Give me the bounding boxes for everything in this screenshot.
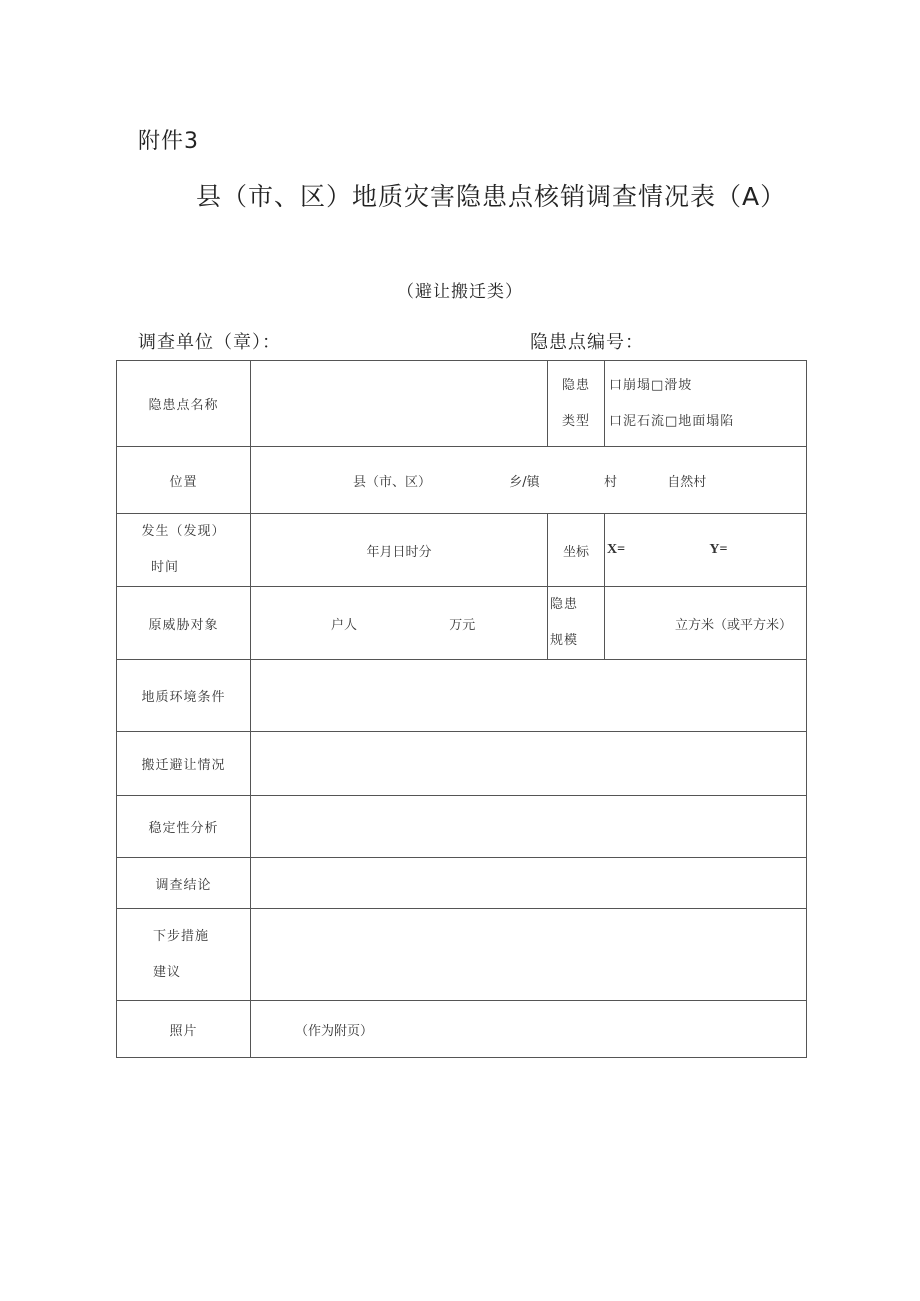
type-label-2: 类型	[561, 413, 590, 429]
row-photo	[117, 1001, 807, 1058]
row-relocation	[117, 732, 807, 796]
location-village: 村	[603, 474, 617, 490]
time-label-2: 时间	[151, 560, 180, 575]
conclusion-label: 调查结论	[117, 858, 251, 909]
row-stability	[117, 796, 807, 858]
time-label-cell	[117, 514, 251, 587]
row-time	[117, 514, 807, 587]
next-value-cell[interactable]	[251, 909, 807, 1001]
threat-label: 原威胁对象	[117, 587, 251, 660]
row-location	[117, 447, 807, 514]
type-options-2[interactable]: 口泥石流□地面塌陷	[609, 413, 735, 429]
relocation-value-cell[interactable]	[251, 732, 807, 796]
threat-value-cell[interactable]	[251, 587, 548, 660]
relocation-label: 搬迁避让情况	[117, 732, 251, 796]
attachment-label: 附件3	[138, 129, 199, 154]
scale-label-2: 规模	[550, 633, 579, 648]
stability-value-cell[interactable]	[251, 796, 807, 858]
next-label-cell	[117, 909, 251, 1001]
row-geo	[117, 660, 807, 732]
threat-households: 户人	[331, 617, 358, 633]
name-value-cell[interactable]	[251, 361, 548, 447]
form-subtitle: （避让搬迁类）	[397, 282, 523, 302]
time-label-1: 发生（发现）	[141, 524, 226, 539]
type-options-cell[interactable]	[605, 361, 807, 447]
scale-label-1: 隐患	[550, 597, 579, 612]
location-town: 乡/镇	[509, 474, 540, 490]
next-label-1: 下步措施	[153, 928, 210, 944]
row-threat	[117, 587, 807, 660]
geo-label: 地质环境条件	[117, 660, 251, 732]
coord-x: X=	[607, 542, 626, 557]
photo-value[interactable]: （作为附页）	[251, 1001, 807, 1058]
scale-label-cell	[548, 587, 605, 660]
photo-label: 照片	[117, 1001, 251, 1058]
survey-unit-label: 调查单位（章）：	[138, 332, 281, 353]
row-name	[117, 361, 807, 447]
hazard-code-label: 隐患点编号：	[530, 332, 644, 353]
stability-label: 稳定性分析	[117, 796, 251, 858]
type-label-cell	[548, 361, 605, 447]
threat-money: 万元	[449, 617, 476, 633]
name-label: 隐患点名称	[117, 361, 251, 447]
location-label: 位置	[117, 447, 251, 514]
row-next-steps	[117, 909, 807, 1001]
next-label-2: 建议	[153, 964, 182, 980]
survey-table	[116, 360, 807, 1058]
geo-value-cell[interactable]	[251, 660, 807, 732]
row-conclusion	[117, 858, 807, 909]
location-natural-village: 自然村	[667, 474, 707, 490]
time-value[interactable]: 年月日时分	[251, 514, 548, 587]
location-county: 县（市、区）	[353, 474, 432, 490]
type-label-1: 隐患	[561, 377, 590, 393]
coord-label: 坐标	[548, 514, 605, 587]
form-title: 县（市、区）地质灾害隐患点核销调查情况表（A）	[196, 182, 787, 211]
location-value-cell[interactable]	[251, 447, 807, 514]
coord-y: Y=	[709, 542, 728, 557]
type-options-1[interactable]: 口崩塌□滑坡	[609, 377, 693, 393]
conclusion-value-cell[interactable]	[251, 858, 807, 909]
scale-value[interactable]: 立方米（或平方米）	[605, 587, 807, 660]
coord-value-cell[interactable]	[605, 514, 807, 587]
